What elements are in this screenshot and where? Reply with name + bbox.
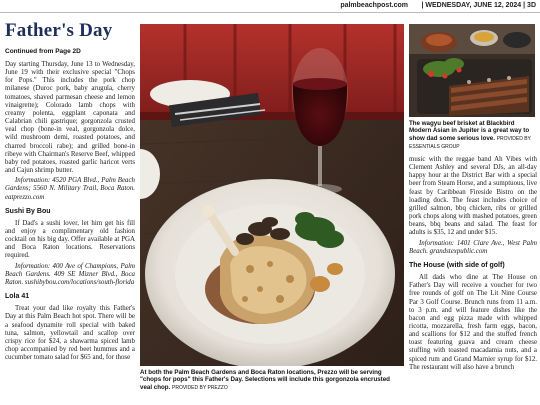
info-line: Information: 4520 PGA Blvd., Palm Beach Gardens; 5560 N. Military Trail, Boca Raton. eatprezzo.com xyxy=(5,177,135,201)
info-line: Information: 400 Ave of Champions, Palm Beach Gardens. 409 SE Mizner Blvd., Boca Raton. sushibybou.com/locations/south-florida xyxy=(5,262,135,286)
paragraph: music with the reggae band Ah Vibes with Clement Ashley and several DJs, an all-day happy hour at the District Bar with a special beer from Steam Horse, and a sumptuous, live feast by Caribbean Fireside Bistro on the loading dock. The feast includes choice of grilled salmon, bbq chicken, ribs or grilled pork chops along with mashed potatoes, green beans, bbq beans and salad. The feast for adults is $35, 12 and under $15. xyxy=(409,156,537,237)
continued-note: Continued from Page 2D xyxy=(5,48,81,55)
info-line: Information: 1401 Clare Ave., West Palm Beach. grandstexpublic.com xyxy=(409,239,537,255)
brisket-image xyxy=(409,24,535,117)
page-header xyxy=(0,0,540,13)
article-body xyxy=(5,61,135,362)
subhead-lola: Lola 41 xyxy=(5,293,30,301)
photo-credit: PROVIDED BY PREZZO xyxy=(172,384,228,391)
issue-date: | WEDNESDAY, JUNE 12, 2024 | 3D xyxy=(421,2,536,9)
column-right xyxy=(409,156,537,374)
article-body xyxy=(409,156,537,372)
site-name: palmbeachpost.com xyxy=(340,2,408,9)
paragraph: Treat your dad like royalty this Father's Day at this Palm Beach hot spot. There will be a seafood dynamite roll special with baked tuna, salmon, yellowtail and scallop over crispy rice for $24, a shawarma spiced lamb chop accompanied by red beet hummus and a cucumber tomato salad for $65 and, for those xyxy=(5,305,135,362)
paragraph: If Dad's a sushi lover, let him get his fill and enjoy a complimentary old fashion cocktail on his big day. Offer available at PGA and Boca Raton locations. Reservations required. xyxy=(5,219,135,260)
paragraph: Day starting Thursday, June 13 to Wednesday, June 19 with their exclusive special "Chops for Pops." This includes the pork chop milanese (Duroc pork, baby arugula, cherry tomatoes, shaved parmesan cheese and lemon vinaigrette); Colorado lamb chops with creamy polenta, eggplant caponata and Calabrian chili gastrique; gorgonzola crusted veal chop (bone-in veal, gorgonzola dolce, wild mushroom demi, roasted potatoes, and charred broccoli rabe); and grilled bone-in ribeye with Chairman's Reserve Beef, whipped baby red potatoes, roasted garlic haricot verts and Cajun shrimp butter. xyxy=(5,61,135,175)
caption-text: The wagyu beef brisket at Blackbird Modern Asian in Jupiter is a great way to show dad some serious love. xyxy=(409,120,530,142)
subhead-house: The House (with side of golf) xyxy=(409,261,505,269)
main-photo xyxy=(140,24,404,366)
photo-credit: PROVIDED BY ESSENTIALS GROUP xyxy=(409,135,531,151)
page-title: Father's Day xyxy=(5,20,113,41)
main-photo-caption xyxy=(140,369,402,392)
column-left xyxy=(5,16,135,364)
steak-plate-image xyxy=(140,24,404,366)
caption-text: At both the Palm Beach Gardens and Boca Raton locations, Prezzo will be serving "chops for pops" this Father's Day. Selections will include this gorgonzola encrusted veal chop. xyxy=(140,369,390,391)
side-photo-caption xyxy=(409,120,537,152)
side-photo xyxy=(409,24,535,117)
subhead-sushi: Sushi By Bou xyxy=(5,207,51,215)
paragraph: All dads who dine at The House on Father's Day will receive a voucher for two free rounds of golf on The Lit Nine Course Par 3 Golf Course. Brunch runs from 11 a.m. to 3 p.m. and will feature dishes like the bacon and egg pizza made with whipped ricotta, mozzarella, fresh farm eggs, bacon, and scallions for $12 and the stuffed french toast featuring guava and cream cheese stuffing with toasted macadamia nuts, and a spiced rum and Grand Marnier syrup for $12. The restaurant will also have a brunch xyxy=(409,274,537,371)
